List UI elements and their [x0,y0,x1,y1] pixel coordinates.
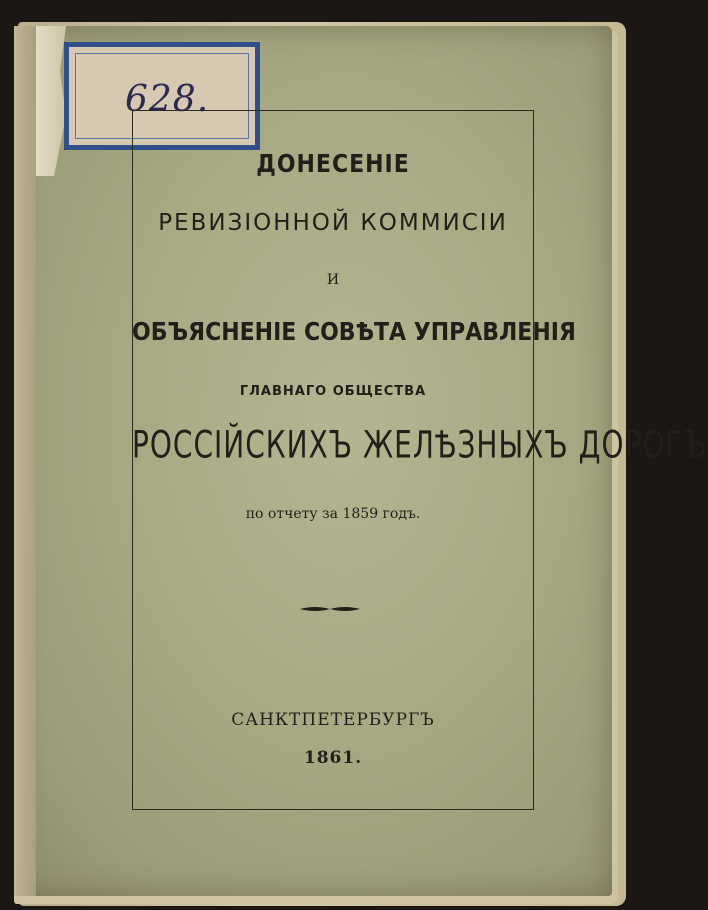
book-spine [14,26,36,896]
library-label-number: 628. [125,79,210,120]
imprint-city: САНКТПЕТЕРБУРГЪ [231,710,435,730]
title-line-6: РОССІЙСКИХЪ ЖЕЛѢЗНЫХЪ ДОРОГЪ [132,422,708,467]
title-line-5: ГЛАВНАГО ОБЩЕСТВА [239,384,427,399]
title-line-2: РЕВИЗІОННОЙ КОММИСІИ [158,210,508,236]
title-line-3: И [326,272,340,288]
imprint-year: 1861. [303,748,363,768]
title-line-1: ДОНЕСЕНІЕ [256,150,410,179]
title-line-7: по отчету за 1859 годъ. [245,506,421,522]
title-line-4: ОБЪЯСНЕНІЕ СОВѢТА УПРАВЛЕНІЯ [132,318,576,347]
ornament-divider [300,602,360,616]
